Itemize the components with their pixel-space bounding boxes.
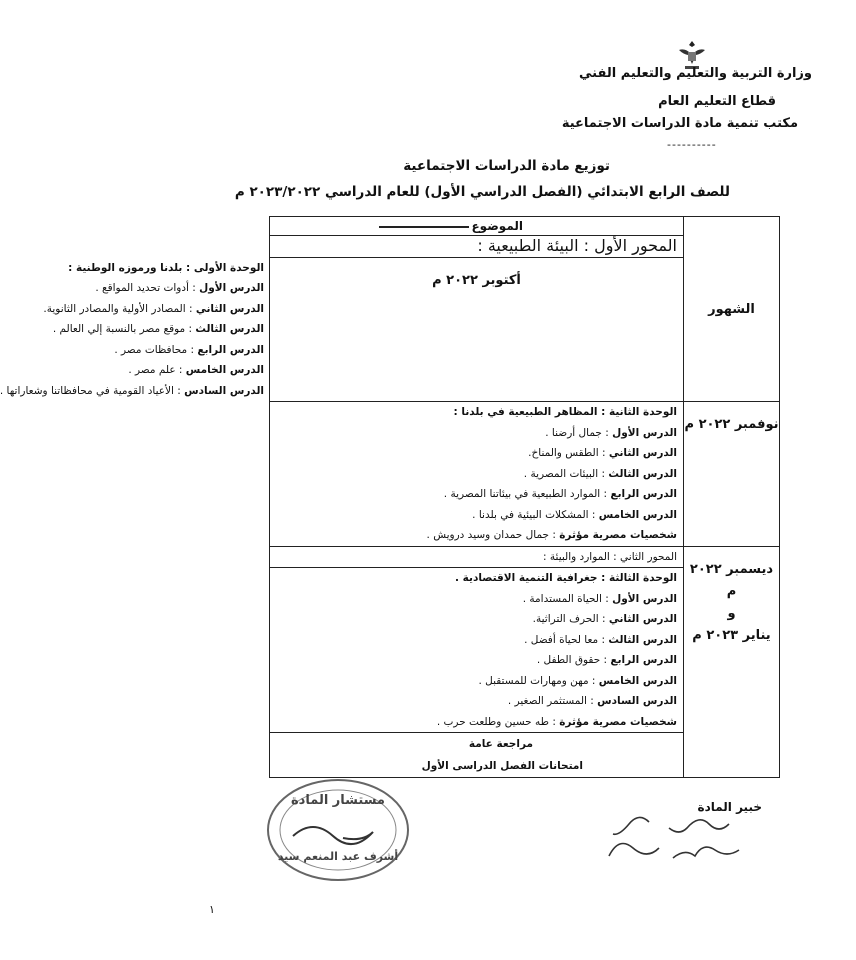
term-exams: امتحانات الفصل الدراسى الأول [421, 760, 583, 772]
lesson-label: الدرس الرابع [610, 654, 677, 666]
lesson-text: الوحدة الأولى : بلدنا ورموزه الوطنية : [68, 261, 264, 274]
distribution-table [0, 216, 780, 778]
lesson-text: : أدوات تحديد المواقع . [95, 282, 200, 294]
lesson-label: الدرس السادس [597, 695, 677, 707]
lesson-text: : الموارد الطبيعية في بيئاتنا المصرية . [443, 488, 611, 500]
subject-expert-label: خبير المادة [697, 800, 762, 814]
month-october: أكتوبر ٢٠٢٢ م [270, 257, 684, 402]
lesson-line [270, 650, 683, 671]
month-november: نوفمبر ٢٠٢٢ م [684, 402, 780, 547]
lesson-label: الدرس الثالث [195, 323, 264, 335]
subject-header: الموضوع [270, 217, 683, 236]
lesson-text: : البيئات المصرية . [523, 467, 609, 480]
lesson-line [270, 609, 683, 630]
lesson-line [68, 258, 270, 279]
lesson-label: الدرس الثالث [608, 467, 677, 480]
stamp-name: أشرف عبد المنعم سيد [277, 850, 399, 863]
lesson-line [270, 691, 683, 712]
lesson-line [43, 299, 270, 320]
document-title: توزيع مادة الدراسات الاجتماعية [403, 158, 610, 174]
lesson-label: الدرس الأول [612, 592, 677, 605]
lesson-label: الدرس الخامس [598, 508, 677, 521]
lesson-label: الدرس الرابع [610, 488, 677, 500]
lesson-text: : المستثمر الصغير . [507, 695, 598, 707]
lesson-text: الوحدة الثالثة : جغرافية التنمية الاقتصادية . [455, 572, 677, 584]
header-divider: ---------- [667, 138, 717, 151]
axis2-cell [270, 546, 684, 568]
lesson-text: الوحدة الثانية : المظاهر الطبيعية في بلدنا : [453, 406, 677, 418]
lesson-line [270, 484, 683, 505]
lesson-line [270, 671, 683, 692]
month-december: ديسمبر ٢٠٢٢ م [689, 561, 774, 599]
lesson-line [0, 381, 270, 402]
general-review: مراجعة عامة [468, 738, 533, 750]
lesson-text: : حقوق الطفل . [536, 654, 611, 666]
dec-jan-content [270, 568, 684, 778]
lesson-label: الدرس الثاني [195, 302, 264, 315]
handwritten-signature-icon [579, 800, 749, 880]
lesson-text: : معا لحياة أفضل . [524, 633, 609, 646]
lesson-text: : محافظات مصر . [114, 343, 198, 356]
ministry-name: وزارة التربية والتعليم والتعليم الفني [579, 66, 812, 81]
document-subtitle: للصف الرابع الابتدائي (الفصل الدراسي الأول) للعام الدراسي ٢٠٢٣/٢٠٢٢ م [234, 184, 730, 200]
lesson-line [128, 360, 270, 381]
lesson-line [270, 630, 683, 651]
lesson-text: : علم مصر . [128, 364, 186, 376]
lesson-text: : المشكلات البيئية في بلدنا . [472, 508, 599, 521]
lesson-line [270, 568, 683, 589]
official-stamp-icon [263, 774, 413, 886]
lesson-label: الدرس الثاني [608, 613, 677, 625]
lesson-label: الدرس الرابع [197, 343, 264, 356]
months-header: الشهور [684, 217, 780, 402]
lesson-text: : طه حسين وطلعت حرب . [436, 715, 560, 728]
lesson-line [270, 464, 683, 485]
page-number: ١ [209, 903, 215, 916]
lesson-label: الدرس الأول [612, 426, 677, 439]
subject-header-cell [270, 217, 684, 258]
lesson-label: شخصيات مصرية مؤثرة [559, 529, 677, 541]
stamp-title: مستشار المادة [291, 793, 385, 808]
axis2-title: المحور الثاني : الموارد والبيئة : [543, 550, 677, 563]
lesson-text: : جمال أرضنا . [545, 426, 613, 439]
month-january: يناير ٢٠٢٣ م [692, 627, 771, 643]
lesson-text: : الحياة المستدامة . [522, 592, 613, 605]
lesson-line [270, 505, 683, 526]
lesson-line [270, 525, 683, 546]
lesson-line [270, 402, 683, 423]
lesson-text: : موقع مصر بالنسبة إلي العالم . [52, 323, 196, 335]
lesson-label: الدرس الخامس [598, 674, 677, 687]
lesson-line [270, 589, 683, 610]
lesson-label: الدرس الثاني [608, 447, 677, 459]
lesson-line [270, 712, 683, 733]
lesson-line [270, 423, 683, 444]
november-content [270, 402, 684, 547]
lesson-text: : مهن ومهارات للمستقبل . [478, 674, 599, 687]
lesson-line [95, 278, 270, 299]
lesson-label: شخصيات مصرية مؤثرة [559, 715, 677, 728]
lesson-text: : جمال حمدان وسيد درويش . [426, 529, 560, 541]
sector-name: قطاع التعليم العام [658, 94, 776, 109]
lesson-text: : الحرف التراثية. [532, 613, 609, 625]
lesson-text: : المصادر الأولية والمصادر الثانوية. [43, 302, 196, 315]
lesson-line [270, 443, 683, 464]
lesson-line [52, 319, 270, 340]
month-dec-jan [684, 546, 780, 778]
lesson-label: الدرس الثالث [608, 633, 677, 646]
lesson-line [114, 340, 270, 361]
lesson-text: : الطقس والمناخ. [528, 447, 609, 459]
axis1-title: المحور الأول : البيئة الطبيعية : [477, 236, 677, 255]
lesson-label: الدرس الخامس [185, 364, 264, 376]
lesson-label: الدرس الأول [199, 282, 264, 294]
month-conjunction: و [727, 605, 736, 621]
lesson-text: : الأعياد القومية في محافظاتنا وشعاراتها . [0, 384, 185, 397]
office-name: مكتب تنمية مادة الدراسات الاجتماعية [561, 116, 798, 131]
lesson-label: الدرس السادس [184, 384, 264, 397]
